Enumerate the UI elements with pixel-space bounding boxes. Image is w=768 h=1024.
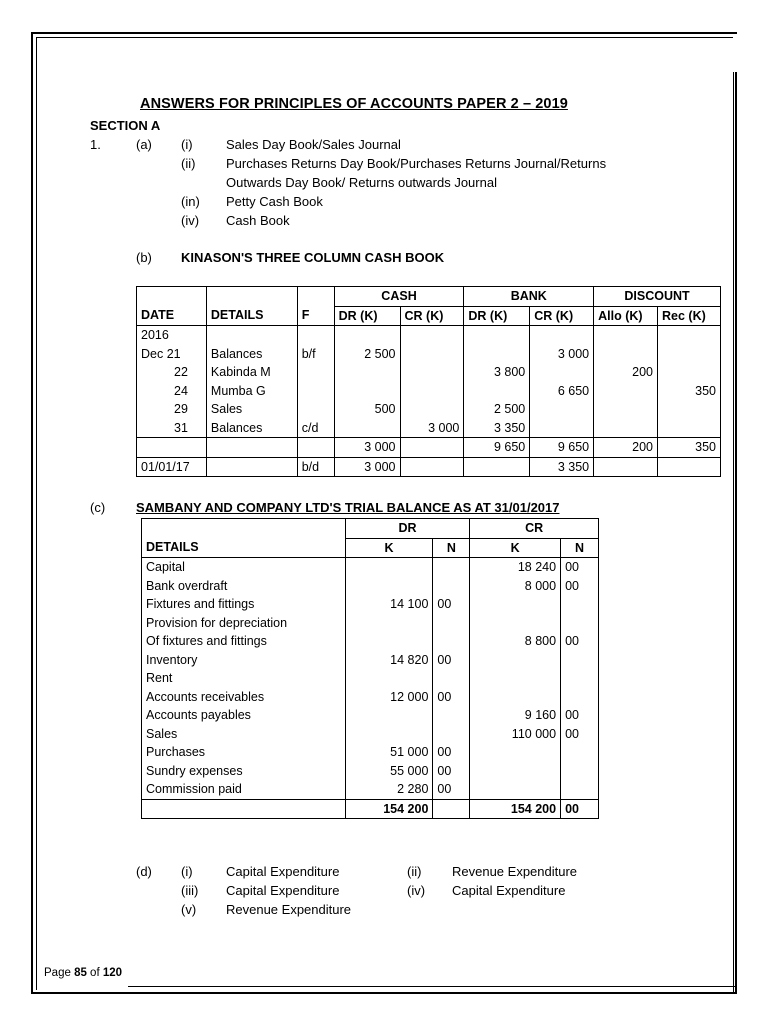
date-cell: 31: [137, 419, 207, 438]
column-header: F: [297, 306, 334, 326]
amount-cell: 2 500: [334, 345, 400, 364]
amount-cell: 18 240: [470, 558, 561, 577]
amount-cell: [561, 762, 599, 781]
amount-cell: 9 160: [470, 706, 561, 725]
details-cell: Kabinda M: [206, 363, 297, 382]
date-cell: 01/01/17: [137, 457, 207, 477]
column-header: N: [561, 538, 599, 558]
total-cell: 9 650: [530, 438, 594, 458]
totals-row: [137, 438, 721, 458]
account-cell: Commission paid: [142, 780, 346, 799]
amount-cell: 00: [561, 706, 599, 725]
part-a-item-text: Petty Cash Book: [226, 194, 323, 209]
part-d-item-num: (v): [181, 902, 197, 917]
part-a-item-num: (iv): [181, 213, 200, 228]
account-cell: Accounts receivables: [142, 688, 346, 707]
total-cell: 00: [561, 799, 599, 819]
section-heading: SECTION A: [90, 118, 161, 133]
part-a-item-text: Purchases Returns Day Book/Purchases Returns Journal/Returns: [226, 156, 607, 171]
balance-row: [137, 457, 721, 477]
account-cell: Inventory: [142, 651, 346, 670]
amount-cell: [334, 419, 400, 438]
folio-cell: b/f: [297, 345, 334, 364]
amount-cell: 00: [561, 725, 599, 744]
amount-cell: [594, 419, 658, 438]
page-border-right: [733, 72, 737, 994]
part-c-label: (c): [90, 500, 106, 515]
details-cell: Balances: [206, 345, 297, 364]
amount-cell: [433, 725, 470, 744]
column-header: N: [433, 538, 470, 558]
column-header: Allo (K): [594, 306, 658, 326]
amount-cell: [433, 558, 470, 577]
cash-book-heading: KINASON'S THREE COLUMN CASH BOOK: [181, 250, 445, 265]
amount-cell: [400, 382, 464, 401]
amount-cell: [561, 651, 599, 670]
amount-cell: [345, 614, 433, 633]
amount-cell: 2 500: [464, 400, 530, 419]
table-row: [142, 614, 599, 633]
amount-cell: [433, 706, 470, 725]
amount-cell: [464, 457, 530, 477]
table-row: [137, 400, 721, 419]
table-row: [137, 363, 721, 382]
amount-cell: [470, 595, 561, 614]
amount-cell: 00: [433, 743, 470, 762]
amount-cell: [464, 345, 530, 364]
date-cell: 22: [137, 363, 207, 382]
account-cell: Sales: [142, 725, 346, 744]
amount-cell: 14 820: [345, 651, 433, 670]
amount-cell: [530, 419, 594, 438]
part-a-item-num: (ii): [181, 156, 196, 171]
part-a-item-text: Cash Book: [226, 213, 290, 228]
amount-cell: [658, 363, 721, 382]
account-cell: Capital: [142, 558, 346, 577]
total-cell: 154 200: [345, 799, 433, 819]
amount-cell: [470, 780, 561, 799]
amount-cell: [400, 345, 464, 364]
amount-cell: [433, 577, 470, 596]
cr-group-header: CR: [470, 519, 599, 539]
amount-cell: 500: [334, 400, 400, 419]
table-row: [142, 706, 599, 725]
amount-cell: 3 000: [334, 457, 400, 477]
amount-cell: 8 800: [470, 632, 561, 651]
folio-cell: c/d: [297, 419, 334, 438]
table-row: [142, 688, 599, 707]
amount-cell: 00: [561, 558, 599, 577]
table-row: [142, 577, 599, 596]
page-prefix: Page: [44, 967, 75, 979]
amount-cell: [561, 614, 599, 633]
account-cell: Bank overdraft: [142, 577, 346, 596]
amount-cell: [594, 345, 658, 364]
amount-cell: 14 100: [345, 595, 433, 614]
part-d-item-num: (iii): [181, 883, 199, 898]
trial-balance-table: [141, 518, 599, 819]
amount-cell: [400, 457, 464, 477]
amount-cell: [470, 614, 561, 633]
column-header: CR (K): [530, 306, 594, 326]
page-border-bottom-left: [31, 986, 128, 994]
amount-cell: 00: [561, 632, 599, 651]
amount-cell: [345, 706, 433, 725]
total-cell: 154 200: [470, 799, 561, 819]
date-cell: 29: [137, 400, 207, 419]
column-header: DR (K): [334, 306, 400, 326]
details-cell: Balances: [206, 419, 297, 438]
amount-cell: [345, 577, 433, 596]
part-d-item-text: Revenue Expenditure: [226, 902, 352, 917]
amount-cell: 55 000: [345, 762, 433, 781]
part-d-item-num: (i): [181, 864, 193, 879]
part-a-item-num: (in): [181, 194, 200, 209]
amount-cell: [470, 762, 561, 781]
details-cell: Mumba G: [206, 382, 297, 401]
amount-cell: 3 000: [530, 345, 594, 364]
date-cell: 2016: [137, 326, 207, 345]
table-row: [137, 382, 721, 401]
part-a-item-text: Sales Day Book/Sales Journal: [226, 137, 401, 152]
amount-cell: 8 000: [470, 577, 561, 596]
amount-cell: [470, 688, 561, 707]
table-row: [137, 419, 721, 438]
part-d-label: (d): [136, 864, 152, 879]
amount-cell: [561, 688, 599, 707]
account-cell: Rent: [142, 669, 346, 688]
page-total: 120: [102, 967, 123, 979]
question-number: 1.: [90, 137, 101, 152]
amount-cell: 51 000: [345, 743, 433, 762]
total-cell: [400, 438, 464, 458]
amount-cell: [400, 363, 464, 382]
amount-cell: [345, 725, 433, 744]
amount-cell: [433, 669, 470, 688]
amount-cell: [658, 457, 721, 477]
amount-cell: [561, 743, 599, 762]
account-cell: Sundry expenses: [142, 762, 346, 781]
page-title: ANSWERS FOR PRINCIPLES OF ACCOUNTS PAPER 2 – 2019: [140, 96, 568, 112]
amount-cell: [334, 363, 400, 382]
amount-cell: 00: [433, 595, 470, 614]
amount-cell: [345, 669, 433, 688]
page-number: [44, 967, 122, 979]
dr-group-header: DR: [345, 519, 470, 539]
amount-cell: 00: [433, 780, 470, 799]
table-row: [142, 743, 599, 762]
amount-cell: [470, 669, 561, 688]
amount-cell: 3 350: [464, 419, 530, 438]
amount-cell: 350: [658, 382, 721, 401]
amount-cell: 00: [433, 688, 470, 707]
amount-cell: 00: [433, 762, 470, 781]
amount-cell: [433, 614, 470, 633]
part-d-item-text: Capital Expenditure: [226, 864, 340, 879]
amount-cell: 3 350: [530, 457, 594, 477]
total-cell: 9 650: [464, 438, 530, 458]
cash-group-header: CASH: [334, 287, 464, 307]
amount-cell: 2 280: [345, 780, 433, 799]
column-header: CR (K): [400, 306, 464, 326]
total-cell: [433, 799, 470, 819]
column-header: Rec (K): [658, 306, 721, 326]
amount-cell: [345, 558, 433, 577]
part-a-label: (a): [136, 137, 152, 152]
column-header: DR (K): [464, 306, 530, 326]
column-header: K: [345, 538, 433, 558]
amount-cell: [561, 780, 599, 799]
amount-cell: [470, 651, 561, 670]
amount-cell: [594, 457, 658, 477]
page-border-bottom: [128, 986, 737, 994]
details-cell: [206, 457, 297, 477]
totals-row: [142, 799, 599, 819]
amount-cell: [561, 669, 599, 688]
table-row: [142, 558, 599, 577]
account-cell: Purchases: [142, 743, 346, 762]
amount-cell: [433, 632, 470, 651]
date-cell: Dec 21: [137, 345, 207, 364]
table-row: [142, 632, 599, 651]
column-header: K: [470, 538, 561, 558]
amount-cell: [530, 363, 594, 382]
page-of: of: [86, 967, 103, 979]
total-cell: 350: [658, 438, 721, 458]
amount-cell: [594, 382, 658, 401]
part-d-item-num: (iv): [407, 883, 426, 898]
page-current: 85: [74, 967, 87, 979]
total-cell: 3 000: [334, 438, 400, 458]
amount-cell: 3 800: [464, 363, 530, 382]
amount-cell: [561, 595, 599, 614]
cash-book-table: [136, 286, 721, 477]
folio-cell: [297, 382, 334, 401]
part-b-label: (b): [136, 250, 152, 265]
table-row: [142, 669, 599, 688]
part-d-item-text: Capital Expenditure: [452, 883, 566, 898]
bank-group-header: BANK: [464, 287, 594, 307]
amount-cell: [658, 345, 721, 364]
table-row: [142, 595, 599, 614]
trial-balance-heading: SAMBANY AND COMPANY LTD'S TRIAL BALANCE AS AT 31/01/2017: [136, 500, 560, 515]
table-row: [137, 326, 721, 345]
part-a-item-text: Outwards Day Book/ Returns outwards Journal: [226, 175, 497, 190]
table-row: [137, 345, 721, 364]
amount-cell: [334, 382, 400, 401]
amount-cell: [400, 400, 464, 419]
amount-cell: 200: [594, 363, 658, 382]
part-d-item-num: (ii): [407, 864, 422, 879]
amount-cell: 110 000: [470, 725, 561, 744]
folio-cell: [297, 400, 334, 419]
amount-cell: 00: [561, 577, 599, 596]
amount-cell: [594, 400, 658, 419]
folio-cell: b/d: [297, 457, 334, 477]
table-row: [142, 651, 599, 670]
column-header: DETAILS: [206, 306, 297, 326]
account-cell: Of fixtures and fittings: [142, 632, 346, 651]
amount-cell: [464, 382, 530, 401]
details-cell: Sales: [206, 400, 297, 419]
amount-cell: [470, 743, 561, 762]
part-d-item-text: Capital Expenditure: [226, 883, 340, 898]
amount-cell: [658, 419, 721, 438]
folio-cell: [297, 363, 334, 382]
discount-group-header: DISCOUNT: [594, 287, 721, 307]
total-cell: 200: [594, 438, 658, 458]
account-cell: Accounts payables: [142, 706, 346, 725]
table-row: [142, 762, 599, 781]
column-header: DATE: [137, 306, 207, 326]
table-row: [142, 725, 599, 744]
amount-cell: [345, 632, 433, 651]
amount-cell: [658, 400, 721, 419]
account-cell: Provision for depreciation: [142, 614, 346, 633]
amount-cell: [530, 400, 594, 419]
amount-cell: 12 000: [345, 688, 433, 707]
amount-cell: 3 000: [400, 419, 464, 438]
amount-cell: 00: [433, 651, 470, 670]
part-a-item-num: (i): [181, 137, 193, 152]
account-cell: Fixtures and fittings: [142, 595, 346, 614]
date-cell: 24: [137, 382, 207, 401]
part-d-item-text: Revenue Expenditure: [452, 864, 578, 879]
amount-cell: 6 650: [530, 382, 594, 401]
column-header: DETAILS: [142, 538, 346, 558]
table-row: [142, 780, 599, 799]
